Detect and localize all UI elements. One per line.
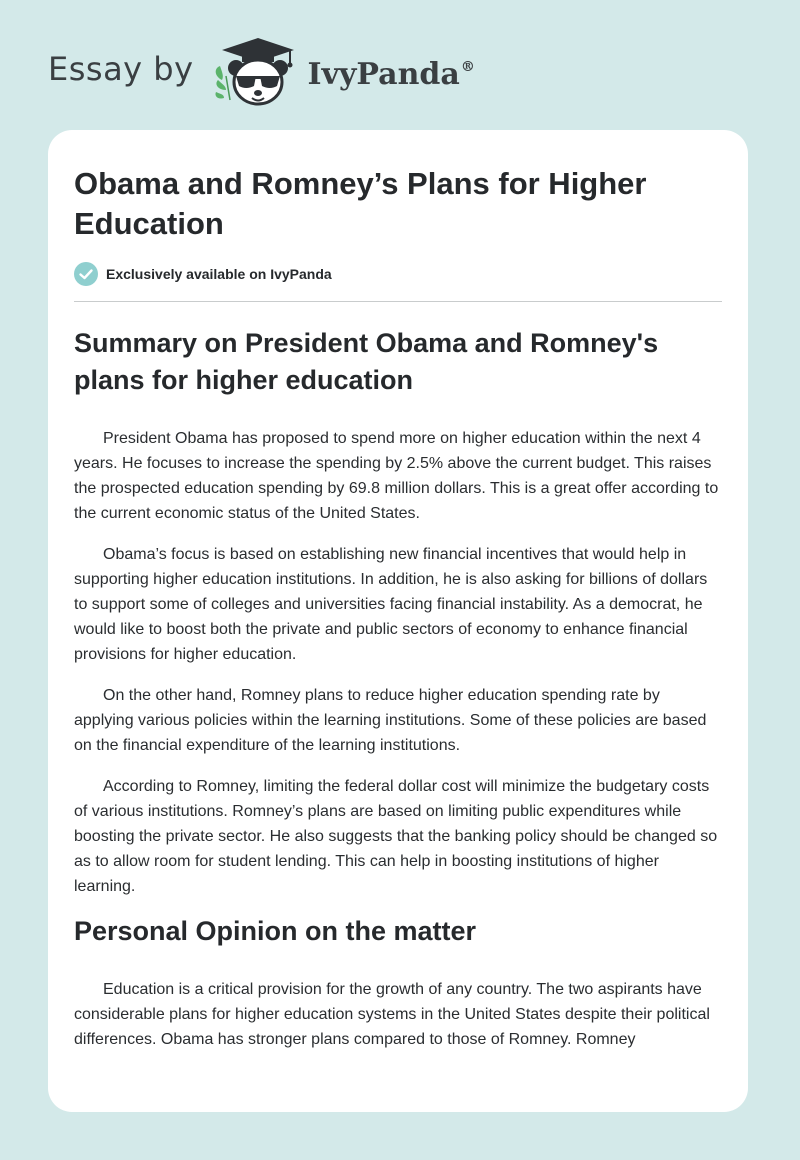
panda-graduate-icon[interactable] [208,36,304,108]
brand-name[interactable]: IvyPanda® [307,56,475,92]
site-header [48,36,475,108]
paragraph: Education is a critical provision for the growth of any country. The two aspirants have considerable plans for higher education systems in the United States despite their political differences. Obama has stronger plans compared to those of Romney. Romney [74,981,710,1048]
essay-by-label: Essay by [48,50,194,88]
page-title: Obama and Romney’s Plans for Higher Education [74,166,647,241]
registered-mark: ® [460,58,475,75]
section-heading-opinion: Personal Opinion on the matter [74,916,477,946]
check-circle-icon [74,262,98,286]
essay-card [48,130,748,1112]
exclusive-badge [74,262,722,286]
section-heading-summary: Summary on President Obama and Romney's plans for higher education [74,328,659,395]
paragraph: President Obama has proposed to spend more on higher education within the next 4 years. He focuses to increase the spending by 2.5% above the current budget. This raises the prospected education spending by 69.8 million dollars. This is a great offer according to the current economic status of the United States. [74,430,719,522]
exclusive-badge-text: Exclusively available on IvyPanda [106,266,332,282]
title-divider [74,301,722,302]
paragraph: On the other hand, Romney plans to reduce higher education spending rate by applying various policies within the learning institutions. Some of these policies are based on the financial expenditure of the learning institutions. [74,687,707,754]
paragraph: Obama’s focus is based on establishing new financial incentives that would help in supporting higher education institutions. In addition, he is also asking for billions of dollars to support some of colleges and universities facing financial instability. As a democrat, he would like to boost both the private and public sectors of economy to enhance financial provisions for higher education. [74,546,708,663]
paragraph: According to Romney, limiting the federal dollar cost will minimize the budgetary costs of various institutions. Romney’s plans are based on limiting public expenditures while boosting the private sector. He also suggests that the banking policy should be changed so as to allow room for student lending. This can help in boosting institutions of higher learning. [74,778,718,895]
